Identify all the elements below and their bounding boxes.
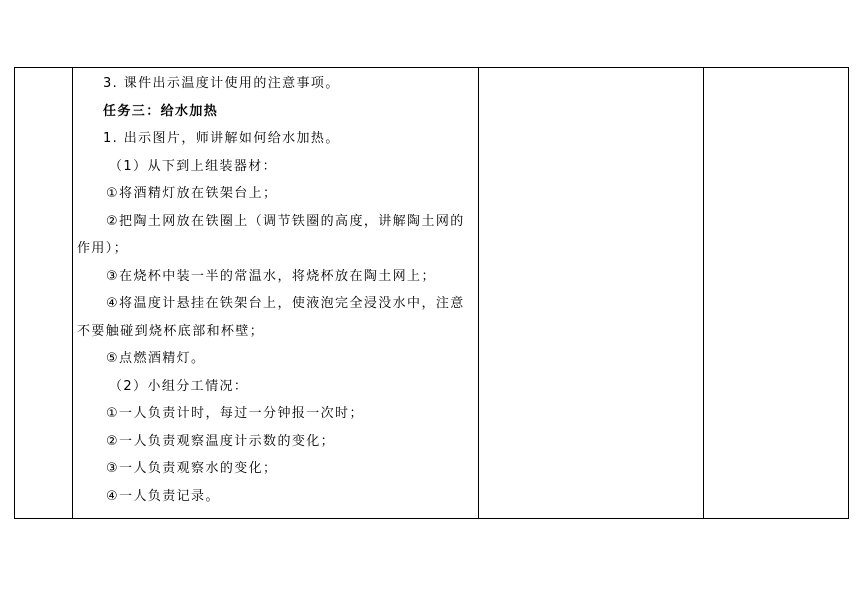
assembly-step-5: ⑤点燃酒精灯。: [106, 351, 206, 366]
division-item-4: ④一人负责记录。: [106, 488, 220, 504]
assembly-step-2-continued: 作用）；: [77, 241, 129, 256]
assembly-step-4-continued: 不要触碰到烧杯底部和杯壁；: [77, 323, 265, 339]
assembly-step-3: ③在烧杯中装一半的常温水，将烧杯放在陶土网上；: [106, 268, 436, 284]
division-item-2: ②一人负责观察温度计示数的变化；: [106, 433, 336, 449]
lesson-plan-table: [14, 67, 849, 519]
student-activity-cell: [479, 68, 704, 519]
table-row: [15, 68, 849, 519]
assembly-step-4: ④将温度计悬挂在铁架台上，使液泡完全浸没水中，注意: [106, 296, 465, 311]
left-margin-cell: [15, 68, 73, 519]
teaching-process-cell: [73, 68, 479, 519]
step-line: 1. 出示图片，师讲解如何给水加热。: [103, 131, 340, 146]
design-intent-cell: [704, 68, 849, 519]
assembly-step-2: ②把陶土网放在铁圈上（调节铁圈的高度，讲解陶土网的: [106, 213, 465, 229]
subheading-assembly: （1）从下到上组装器材：: [109, 158, 278, 174]
task-heading: 任务三：给水加热: [103, 103, 219, 119]
subheading-division: （2）小组分工情况：: [109, 378, 249, 394]
note-line: 3. 课件出示温度计使用的注意事项。: [103, 76, 340, 91]
division-item-3: ③一人负责观察水的变化；: [106, 461, 278, 476]
division-item-1: ①一人负责计时，每过一分钟报一次时；: [106, 406, 364, 421]
assembly-step-1: ①将酒精灯放在铁架台上；: [106, 186, 278, 201]
